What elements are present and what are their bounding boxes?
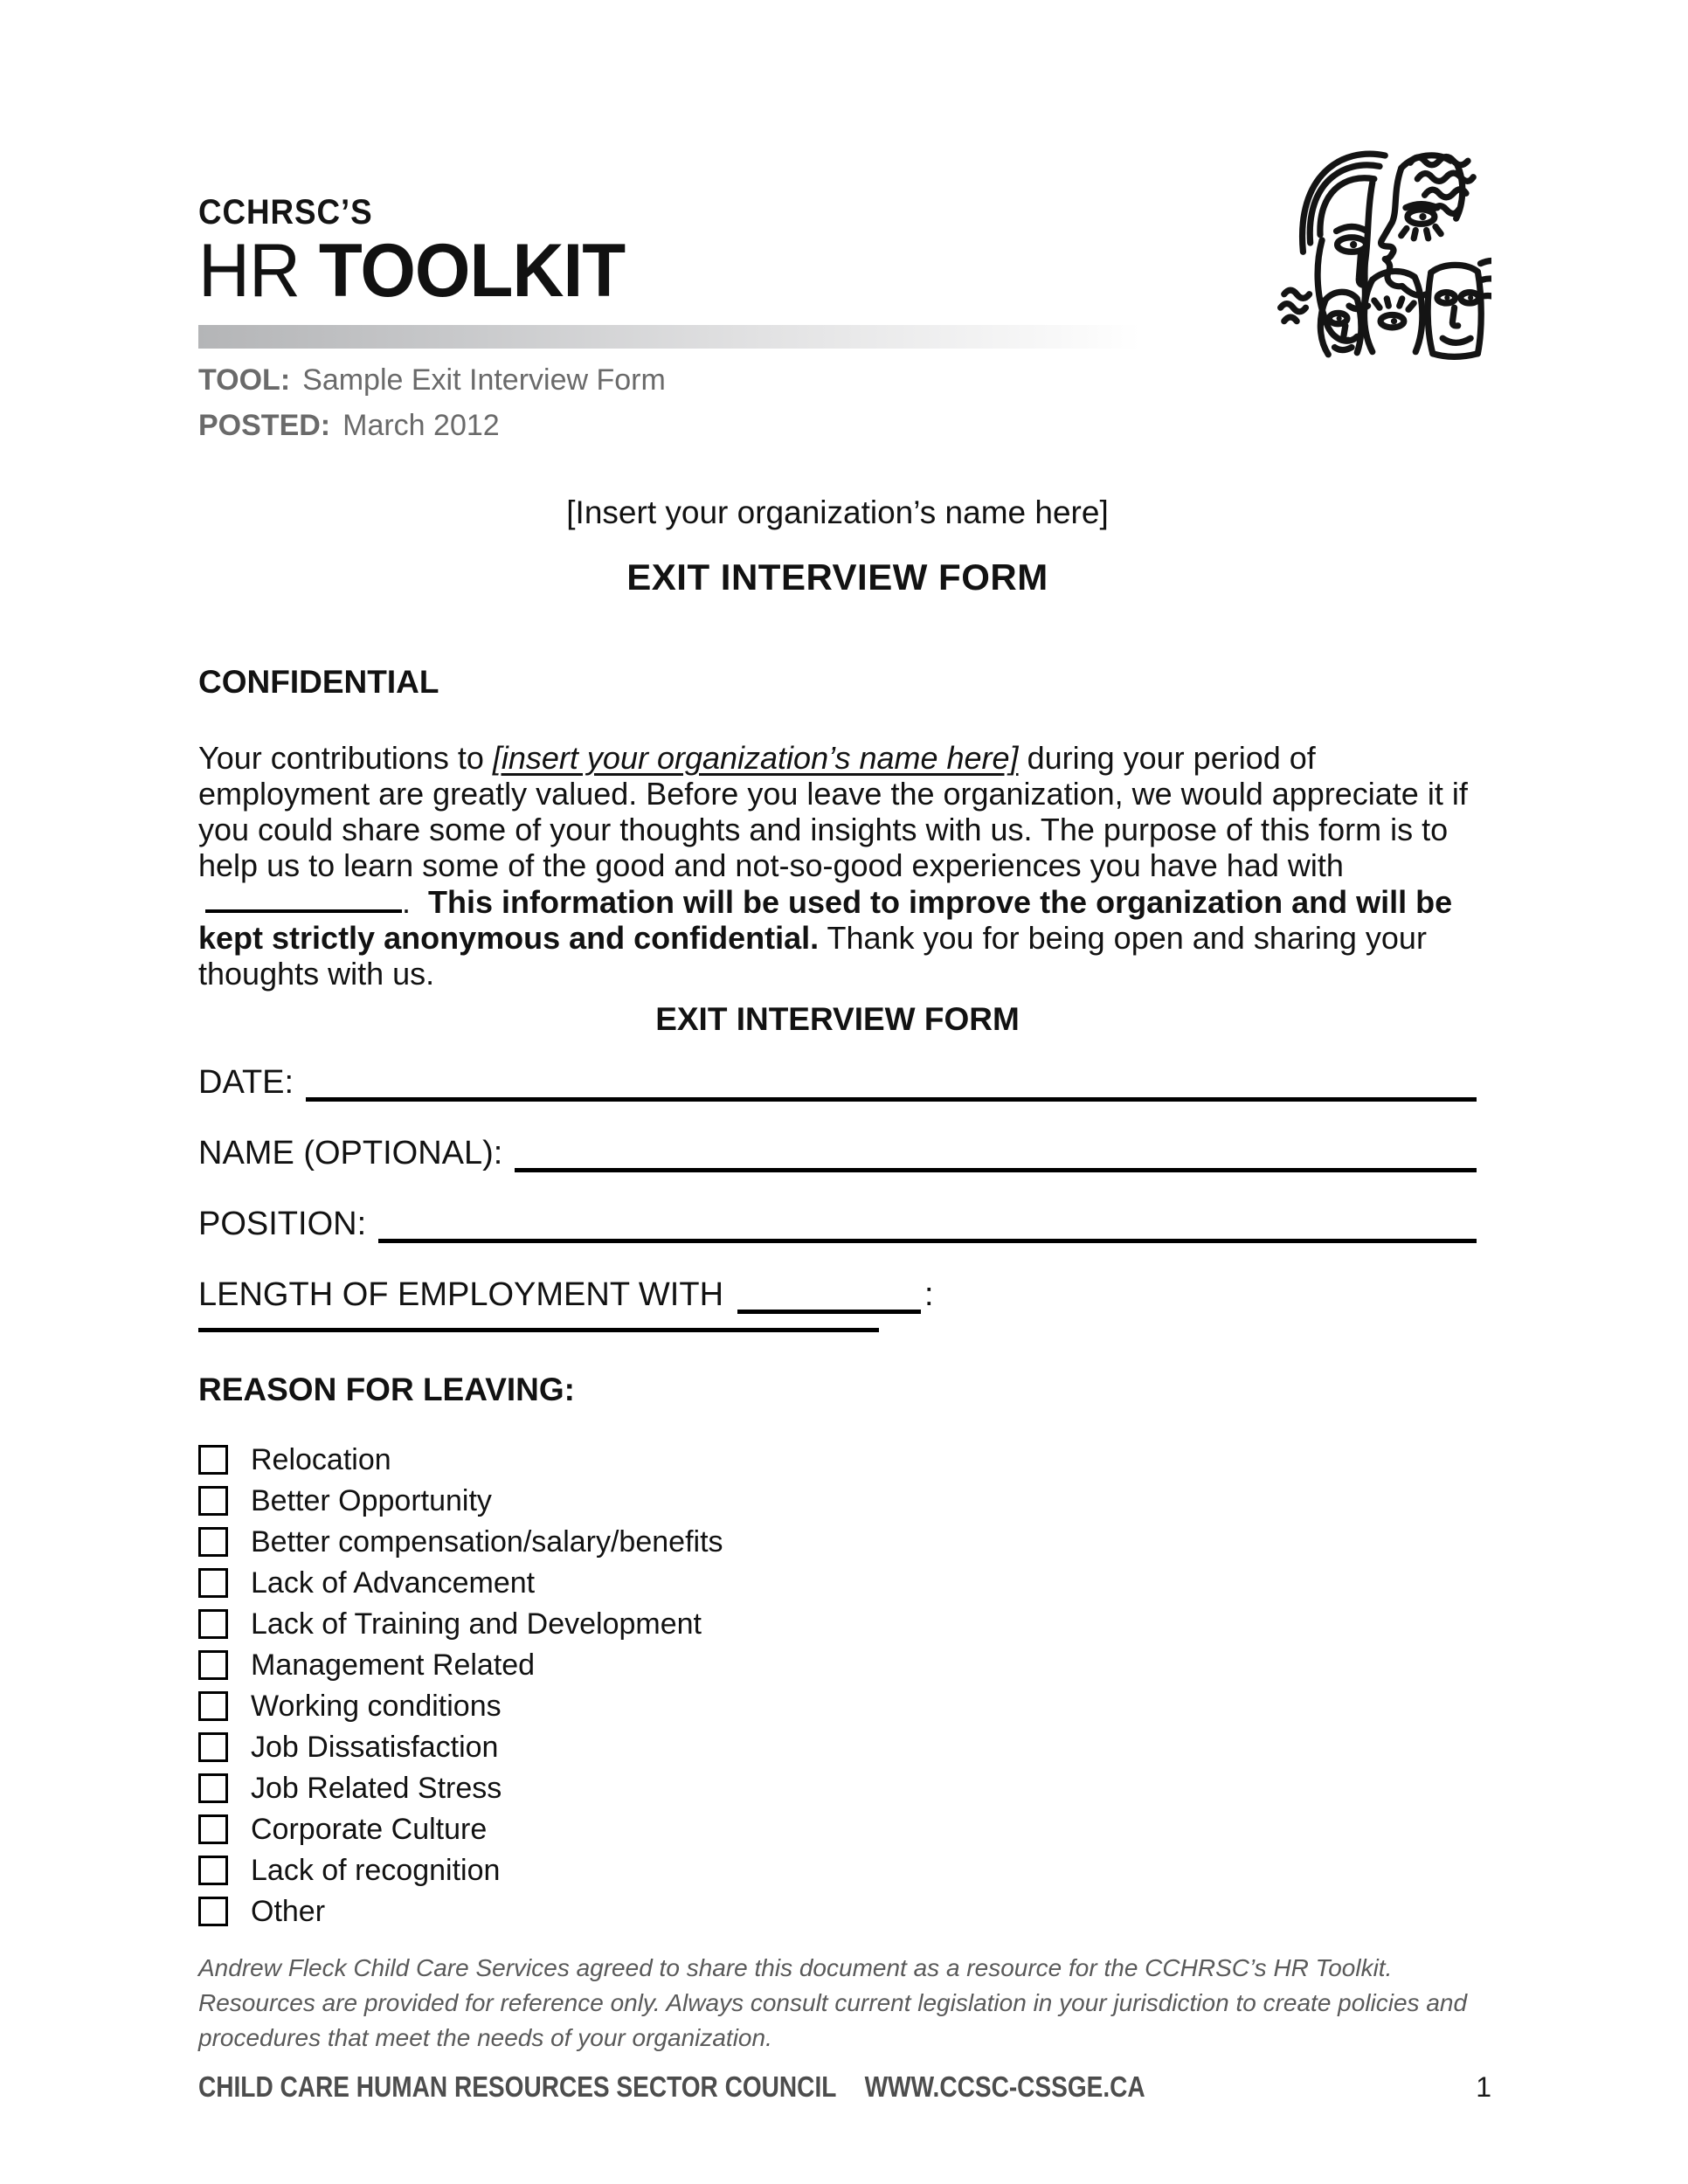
tool-line: [198, 361, 1477, 399]
reason-option-row[interactable]: [198, 1808, 1477, 1849]
reasons-checklist: [198, 1439, 1477, 1932]
confidential-heading: CONFIDENTIAL: [198, 664, 439, 700]
reason-option-label: Corporate Culture: [251, 1812, 488, 1846]
checkbox[interactable]: [198, 1527, 228, 1557]
name-label: NAME (OPTIONAL):: [198, 1135, 503, 1171]
reason-option-label: Lack of recognition: [251, 1853, 501, 1887]
brand-hr: HR: [198, 229, 319, 313]
tool-label: TOOL:: [198, 363, 291, 397]
checkbox[interactable]: [198, 1445, 228, 1475]
page-number: 1: [1476, 2071, 1491, 2103]
checkbox[interactable]: [198, 1609, 228, 1639]
date-label: DATE:: [198, 1064, 294, 1101]
name-field-row: [198, 1130, 1477, 1172]
checkbox[interactable]: [198, 1568, 228, 1598]
position-field-row: [198, 1201, 1477, 1243]
reason-option-row[interactable]: [198, 1562, 1477, 1603]
position-label: POSITION:: [198, 1206, 367, 1242]
reason-option-row[interactable]: [198, 1521, 1477, 1562]
checkbox[interactable]: [198, 1897, 228, 1926]
reason-option-row[interactable]: [198, 1644, 1477, 1685]
footer-website: WWW.CCSC-CSSGE.CA: [864, 2070, 1145, 2103]
reason-option-row[interactable]: [198, 1849, 1477, 1890]
reason-option-row[interactable]: [198, 1685, 1477, 1726]
brand-hr-toolkit: [198, 231, 1413, 311]
reason-option-label: Better compensation/salary/benefits: [251, 1524, 723, 1559]
cchrsc-faces-logo-icon: [1266, 127, 1491, 361]
posted-value: March 2012: [342, 409, 500, 442]
footer-org-line: [198, 2070, 1145, 2104]
checkbox[interactable]: [198, 1856, 228, 1885]
reason-option-row[interactable]: [198, 1603, 1477, 1644]
reason-option-row[interactable]: [198, 1726, 1477, 1767]
attribution-note: Andrew Fleck Child Care Services agreed to share this document as a resource for the CCHRSC’s HR Toolkit. Resources are provided for reference only. Always consult current legislation in your jurisdiction to create policies and procedures that meet the needs of your organization.: [198, 1954, 1468, 2051]
org-name-blank-field[interactable]: [205, 883, 402, 913]
header-gradient-bar: [198, 325, 1140, 349]
reason-option-label: Job Dissatisfaction: [251, 1730, 499, 1764]
intro-post: Thank you for being open and sharing your thoughts with us.: [198, 920, 1427, 992]
checkbox[interactable]: [198, 1691, 228, 1721]
page-footer: [198, 2070, 1491, 2104]
reason-option-label: Management Related: [251, 1648, 536, 1682]
length-of-employment-row: [198, 1272, 1477, 1314]
intro-pre: Your contributions to: [198, 740, 493, 776]
length-colon: :: [924, 1276, 934, 1313]
reason-option-label: Other: [251, 1894, 326, 1928]
footer-council-name: CHILD CARE HUMAN RESOURCES SECTOR COUNCIL: [198, 2070, 837, 2103]
brand-cchrsc: CCHRSC’S: [198, 193, 373, 232]
reason-option-row[interactable]: [198, 1767, 1477, 1808]
reason-option-label: Better Opportunity: [251, 1483, 492, 1517]
org-name-placeholder: [Insert your organization’s name here]: [566, 494, 1109, 530]
length-label: LENGTH OF EMPLOYMENT WITH: [198, 1276, 724, 1313]
intro-org-placeholder: [insert your organization’s name here]: [492, 740, 1019, 776]
page-title: EXIT INTERVIEW FORM: [626, 556, 1048, 598]
date-field-row: [198, 1060, 1477, 1102]
length-org-blank-field[interactable]: [737, 1303, 921, 1314]
checkbox[interactable]: [198, 1773, 228, 1803]
intro-mid: during your period of employment are greatly valued. Before you leave the organization, we would appreciate it if you could share some of your thoughts and insights with us. The purpose of this form is to help us to learn some of the good and not-so-good experiences you have had with: [198, 740, 1468, 883]
position-input-line[interactable]: [378, 1232, 1477, 1243]
tool-value: Sample Exit Interview Form: [302, 363, 666, 397]
brand-toolkit: TOOLKIT: [318, 229, 626, 313]
reason-option-row[interactable]: [198, 1480, 1477, 1521]
reason-option-row[interactable]: [198, 1890, 1477, 1932]
name-input-line[interactable]: [515, 1161, 1477, 1172]
reason-option-row[interactable]: [198, 1439, 1477, 1480]
date-input-line[interactable]: [306, 1090, 1477, 1102]
checkbox[interactable]: [198, 1814, 228, 1844]
reason-option-label: Working conditions: [251, 1689, 502, 1723]
reason-option-label: Job Related Stress: [251, 1771, 502, 1805]
posted-line: [198, 406, 1477, 445]
length-input-line[interactable]: [198, 1328, 879, 1332]
form-section-title: EXIT INTERVIEW FORM: [655, 1001, 1020, 1037]
reason-option-label: Lack of Training and Development: [251, 1607, 702, 1641]
intro-after-blank: .: [402, 884, 429, 920]
reason-for-leaving-heading: REASON FOR LEAVING:: [198, 1372, 575, 1407]
reason-option-label: Lack of Advancement: [251, 1565, 536, 1600]
intro-paragraph: [198, 740, 1477, 992]
intro-bold-statement: This information will be used to improve the organization and will be kept strictly anonymous and confidential.: [198, 884, 1453, 956]
reason-option-label: Relocation: [251, 1442, 391, 1476]
checkbox[interactable]: [198, 1732, 228, 1762]
checkbox[interactable]: [198, 1486, 228, 1516]
checkbox[interactable]: [198, 1650, 228, 1680]
posted-label: POSTED:: [198, 409, 331, 442]
